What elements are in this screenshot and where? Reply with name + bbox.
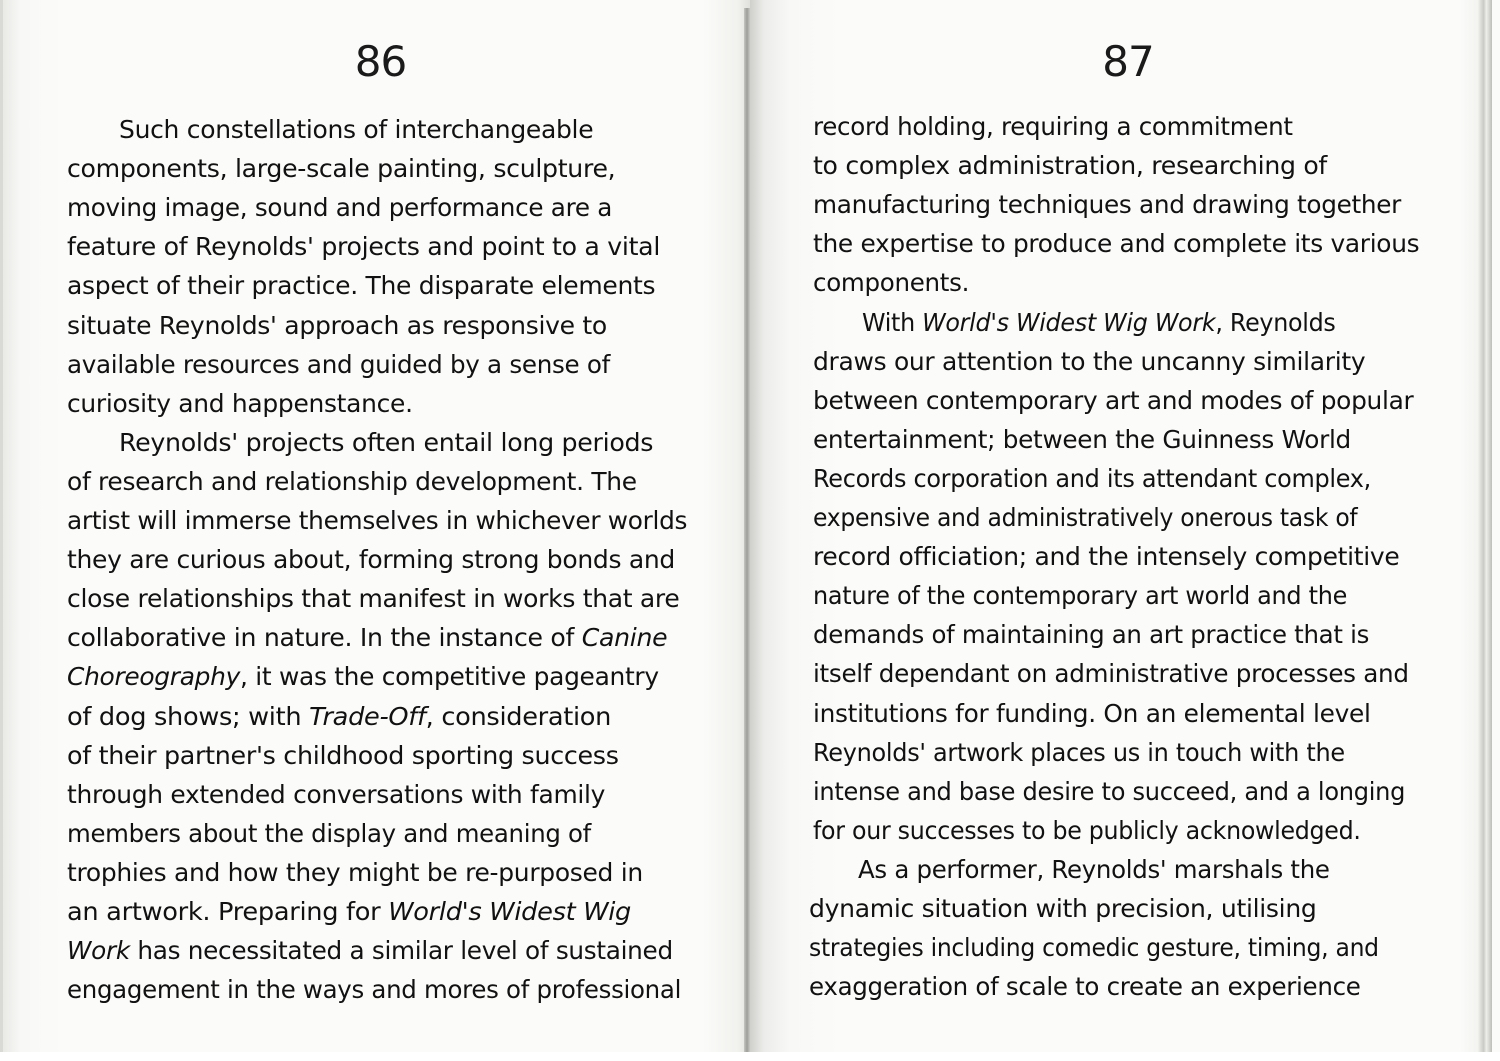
text-segment: available resources and guided by a sense of <box>67 349 610 379</box>
text-segment: artist will immerse themselves in whichever worlds <box>67 506 688 535</box>
text-line <box>67 853 643 892</box>
page-edge <box>1478 0 1492 1052</box>
text-line <box>67 931 673 970</box>
text-line <box>813 615 1369 654</box>
text-line <box>67 657 659 696</box>
text-line <box>813 498 1357 537</box>
text-segment: close relationships that manifest in works that are <box>67 584 680 614</box>
text-line <box>67 618 667 657</box>
text-line <box>67 384 413 423</box>
italic-title-text: Trade-Off <box>309 701 426 731</box>
italic-title-text: Canine <box>581 623 668 653</box>
text-line <box>67 697 611 736</box>
text-line <box>813 459 1371 498</box>
text-line <box>813 772 1405 811</box>
text-line <box>858 850 1330 889</box>
text-segment: , Reynolds <box>1215 307 1336 337</box>
text-segment: through extended conversations with family <box>67 779 606 809</box>
text-segment: manufacturing techniques and drawing together <box>813 190 1402 220</box>
text-segment: , consideration <box>425 701 612 731</box>
text-segment: for our successes to be publicly acknowledged. <box>813 815 1361 845</box>
text-segment: Reynolds' artwork places us in touch with the <box>813 737 1345 767</box>
italic-title-text: Choreography <box>67 662 241 692</box>
text-line <box>67 814 591 853</box>
text-line <box>67 775 605 814</box>
text-segment: moving image, sound and performance are a <box>67 193 613 223</box>
text-segment: curiosity and happenstance. <box>67 388 413 418</box>
text-line <box>813 146 1327 185</box>
text-line <box>67 266 655 305</box>
page-number: 87 <box>1102 37 1154 86</box>
scan-margin <box>0 1052 1500 1061</box>
text-segment: As a performer, Reynolds' marshals the <box>858 854 1330 884</box>
text-segment: they are curious about, forming strong bonds and <box>67 545 675 575</box>
text-segment: an artwork. Preparing for <box>67 897 389 926</box>
text-line <box>67 579 679 618</box>
text-segment: dynamic situation with precision, utilising <box>809 894 1317 923</box>
text-line <box>67 892 631 931</box>
text-line <box>67 227 660 266</box>
book-spine <box>744 8 750 1052</box>
italic-title-text: World's Widest Wig <box>388 897 632 926</box>
text-line <box>67 462 637 501</box>
left-page <box>0 0 750 1052</box>
text-line <box>67 345 610 384</box>
text-segment: of research and relationship development. The <box>67 466 637 496</box>
text-segment: intense and base desire to succeed, and a longing <box>813 776 1406 806</box>
text-line <box>813 694 1371 733</box>
text-segment: With <box>862 307 923 337</box>
text-segment: the expertise to produce and complete its various <box>813 229 1420 259</box>
page-number: 86 <box>354 37 407 86</box>
text-line <box>67 736 619 775</box>
text-segment: collaborative in nature. In the instance of <box>67 623 582 653</box>
text-line <box>67 149 615 188</box>
text-line <box>67 306 607 345</box>
text-line <box>813 381 1413 420</box>
text-segment: nature of the contemporary art world and the <box>813 581 1348 611</box>
text-line <box>813 654 1409 693</box>
text-segment: components, large-scale painting, sculpture, <box>67 154 616 184</box>
text-segment: Records corporation and its attendant complex, <box>813 463 1371 493</box>
text-segment: , it was the competitive pageantry <box>240 662 659 692</box>
text-line <box>862 303 1336 342</box>
text-line <box>809 889 1317 928</box>
text-segment: strategies including comedic gesture, timing, and <box>809 933 1379 963</box>
text-segment: draws our attention to the uncanny similarity <box>813 346 1366 376</box>
text-segment: aspect of their practice. The disparate elements <box>67 271 656 301</box>
text-segment: Reynolds' projects often entail long periods <box>119 427 654 457</box>
text-segment: institutions for funding. On an elemental level <box>813 698 1371 728</box>
text-segment: feature of Reynolds' projects and point to a vital <box>67 232 661 262</box>
text-line <box>813 342 1365 381</box>
text-segment: expensive and administratively onerous task of <box>813 503 1358 532</box>
text-line <box>813 811 1361 850</box>
italic-title-text: Work <box>67 936 130 966</box>
text-segment: members about the display and meaning of <box>67 818 591 848</box>
text-segment: record officiation; and the intensely competitive <box>813 542 1400 572</box>
text-line <box>813 107 1293 146</box>
italic-title-text: World's Widest Wig Work <box>922 307 1216 337</box>
text-segment: situate Reynolds' approach as responsive to <box>67 310 607 340</box>
text-line <box>813 224 1419 263</box>
text-line <box>67 188 612 227</box>
text-segment: components. <box>813 268 970 298</box>
text-segment: entertainment; between the Guinness World <box>813 424 1351 454</box>
text-segment: record holding, requiring a commitment <box>813 112 1293 141</box>
text-line <box>813 537 1399 576</box>
text-line <box>809 967 1361 1006</box>
text-segment: trophies and how they might be re-purposed in <box>67 857 643 887</box>
text-segment: of dog shows; with <box>67 701 310 731</box>
text-line <box>67 970 681 1009</box>
text-line <box>119 423 653 462</box>
text-line <box>67 540 675 579</box>
text-segment: of their partner's childhood sporting success <box>67 740 619 770</box>
text-segment: between contemporary art and modes of popular <box>813 385 1414 415</box>
text-segment: exaggeration of scale to create an experience <box>809 972 1361 1002</box>
text-line <box>813 576 1347 615</box>
text-line <box>813 733 1345 772</box>
text-line <box>809 928 1379 967</box>
text-line <box>813 185 1401 224</box>
text-line <box>67 501 687 540</box>
text-line <box>119 110 593 149</box>
text-line <box>813 420 1351 459</box>
text-segment: demands of maintaining an art practice that is <box>813 620 1370 650</box>
text-segment: to complex administration, researching of <box>813 151 1327 181</box>
text-segment: Such constellations of interchangeable <box>119 115 594 144</box>
text-line <box>813 263 969 302</box>
text-segment: has necessitated a similar level of sustained <box>129 936 673 966</box>
text-segment: itself dependant on administrative processes and <box>813 659 1409 689</box>
text-segment: engagement in the ways and mores of professional <box>67 975 682 1005</box>
right-page <box>750 0 1492 1052</box>
